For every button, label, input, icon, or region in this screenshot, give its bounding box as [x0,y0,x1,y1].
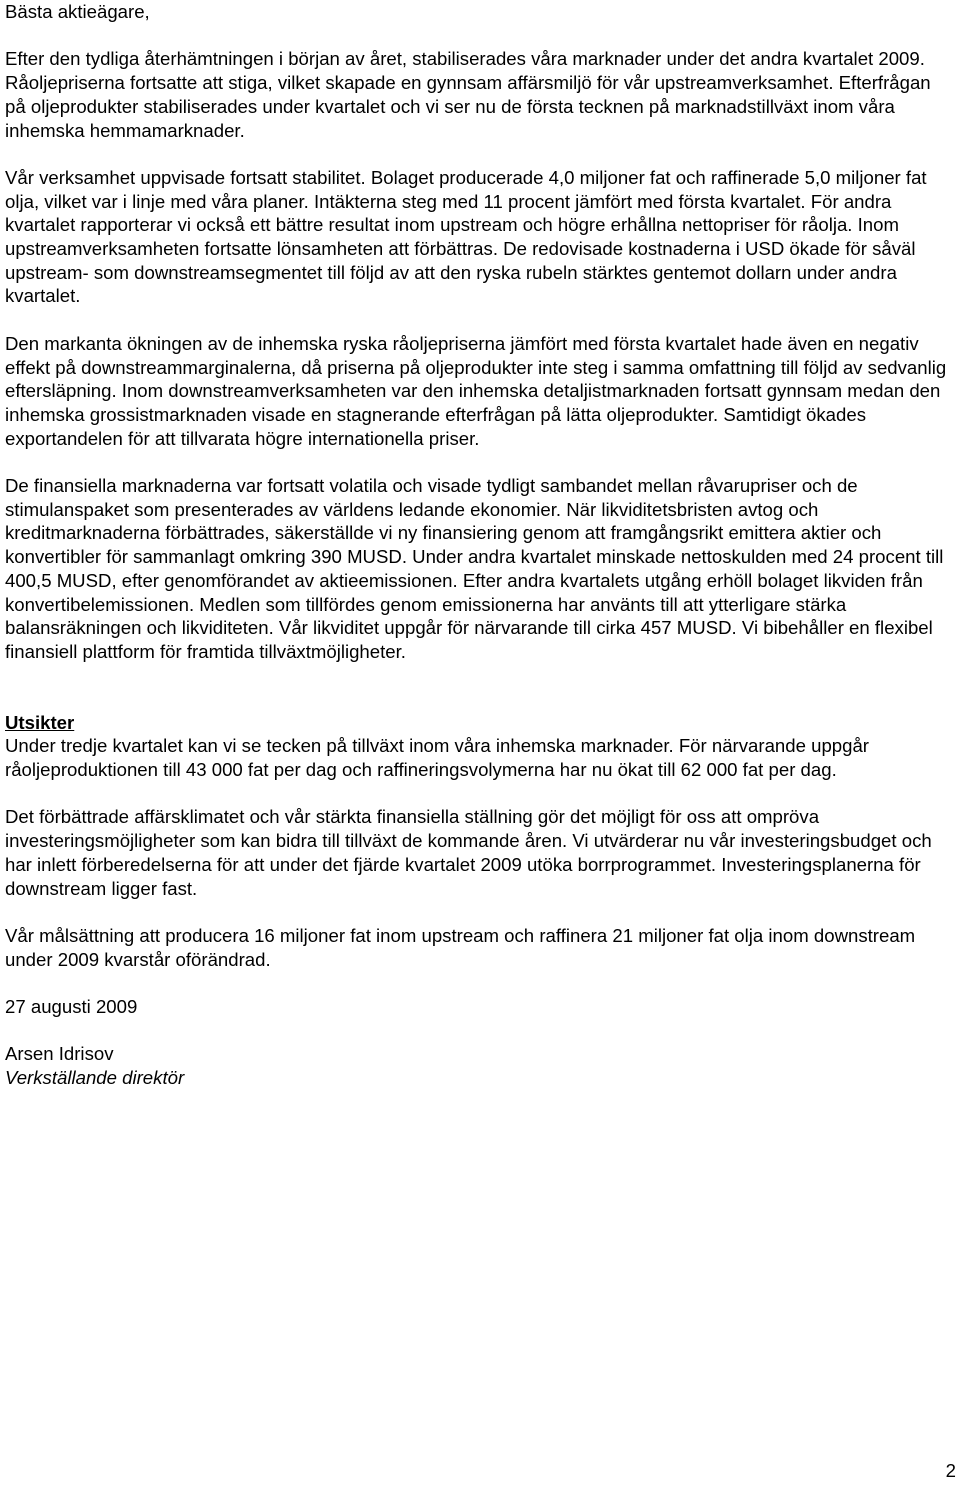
paragraph-downstream: Den markanta ökningen av de inhemska ryska råoljepriserna jämfört med första kvartalet hade även en negativ effekt på downstreammarginalerna, då priserna på oljeprodukter inte steg i samma omfattning till följd av sedvanlig eftersläpning. Inom downstreamverksamheten var den inhemska detaljistmarknaden fortsatt gynnsam medan den inhemska grossistmarknaden visade en stagnerande efterfrågan på lätta oljeprodukter. Samtidigt ökades exportandelen för att tillvarata högre internationella priser. [5,332,947,449]
page-number: 2 [945,1460,956,1481]
outlook-heading: Utsikter [5,711,75,733]
signer-name: Arsen Idrisov [5,1043,114,1065]
signer-title: Verkställande direktör [5,1067,185,1089]
paragraph-operations: Vår verksamhet uppvisade fortsatt stabilitet. Bolaget producerade 4,0 miljoner fat och raffinerade 5,0 miljoner fat olja, vilket var i linje med våra planer. Intäkterna steg med 11 procent jämfört med första kvartalet. För andra kvartalet rapporterar vi också ett bättre resultat inom upstream och högre erhållna nettopriser för råolja. Inom upstreamverksamheten fortsatte lönsamheten att förbättras. De redovisade kostnaderna i USD ökade för såväl upstream- som downstreamsegmentet till följd av att den ryska rubeln stärktes gentemot dollarn under andra kvartalet. [5,166,927,307]
paragraph-outlook-investments: Det förbättrade affärsklimatet och vår stärkta finansiella ställning gör det möjligt för oss att ompröva investeringsmöjligheter som kan bidra till tillväxt de kommande åren. Vi utvärderar nu vår investeringsbudget och har inlett förberedelserna för att under det fjärde kvartalet 2009 utöka borrprogrammet. Investeringsplanerna för downstream ligger fast. [5,806,932,899]
salutation: Bästa aktieägare, [5,1,150,22]
paragraph-financial-markets: De finansiella marknaderna var fortsatt volatila och visade tydligt sambandet mellan råvarupriser och de stimulanspaket som presenterades av världens ledande ekonomier. När likviditetsbristen avtog och kreditmarknaderna förbättrades, säkerställde vi ny finansiering genom att framgångsrikt emittera aktier och konvertibler för sammanlagt omkring 390 MUSD. Under andra kvartalet minskade nettoskulden med 24 procent till 400,5 MUSD, efter genomförandet av aktieemissionen. Efter andra kvartalets utgång erhöll bolaget likviden från konvertibelemissionen. Medlen som tillfördes genom emissionerna har använts till att ytterligare stärka balansräkningen och likviditeten. Vår likviditet uppgår för närvarande till cirka 457 MUSD. Vi bibehåller en flexibel finansiell plattform för framtida tillväxtmöjligheter. [5,475,944,662]
paragraph-outlook-growth: Under tredje kvartalet kan vi se tecken på tillväxt inom våra inhemska marknader. För närvarande uppgår råoljeproduktionen till 43 000 fat per dag och raffineringsvolymerna har nu ökat till 62 000 fat per dag. [5,735,870,781]
letter-date: 27 augusti 2009 [5,996,138,1018]
paragraph-market-overview: Efter den tydliga återhämtningen i början av året, stabiliserades våra marknader under det andra kvartalet 2009. Råoljepriserna fortsatte att stiga, vilket skapade en gynnsam affärsmiljö för vår upstreamverksamhet. Efterfrågan på oljeprodukter stabiliserades under kvartalet och vi ser nu de första tecknen på marknadstillväxt inom våra inhemska hemmamarknader. [5,48,931,141]
letter-page [5,0,955,1090]
paragraph-outlook-targets: Vår målsättning att producera 16 miljoner fat inom upstream och raffinera 21 miljoner fat olja inom downstream under 2009 kvarstår oförändrad. [5,924,916,970]
